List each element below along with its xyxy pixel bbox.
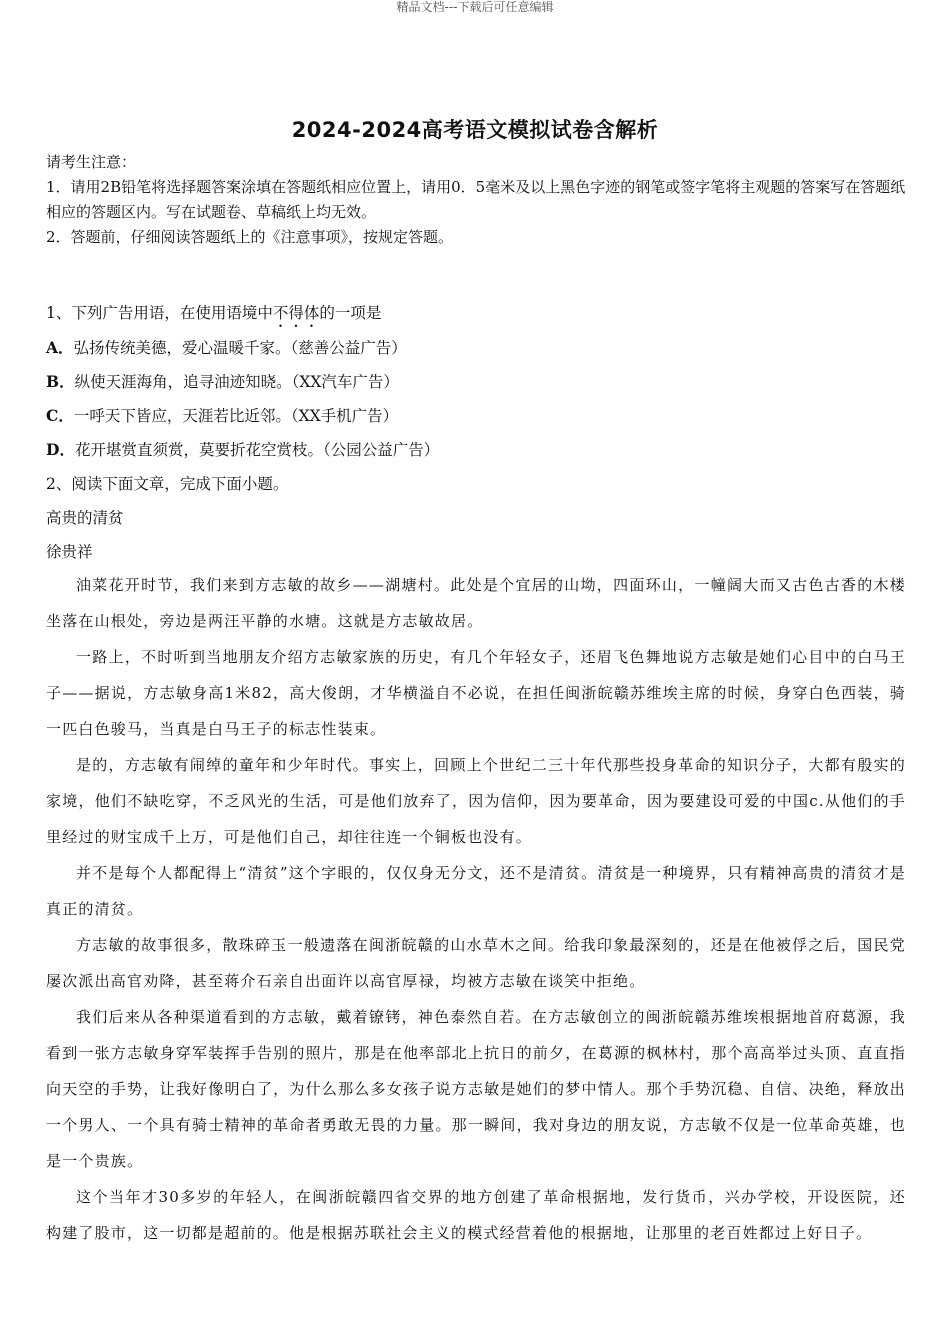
notice-heading: 请考生注意： [46,153,137,171]
stem-prefix: 1、下列广告用语，在使用语境中 [46,304,273,322]
option-letter: C． [46,406,74,425]
paragraph: 油菜花开时节，我们来到方志敏的故乡——湖塘村。此处是个宜居的山坳，四面环山，一幢阔大而又古色古香的木楼坐落在山根处，旁边是两汪平静的水塘。这就是方志敏故居。 [46,576,906,630]
paragraph: 这个当年才30多岁的年轻人，在闽浙皖赣四省交界的地方创建了革命根据地，发行货币，兴办学校，开设医院，还构建了股市，这一切都是超前的。他是根据苏联社会主义的模式经营着他的根据地，让那里的老百姓都过上好日子。 [46,1188,906,1242]
option-c [46,399,906,433]
option-text: 花开堪赏直须赏，莫要折花空赏枝。（公园公益广告） [74,441,440,459]
notice-item-1: 1．请用2B铅笔将选择题答案涂填在答题纸相应位置上，请用0．5毫米及以上黑色字迹的钢笔或签字笔将主观题的答案写在答题纸相应的答题区内。写在试题卷、草稿纸上均无效。 [46,178,906,221]
page-header: 精品文档---下载后可任意编辑 [396,0,554,14]
document-title: 2024-2024高考语文模拟试卷含解析 [291,118,659,142]
paragraph: 是的，方志敏有闹绰的童年和少年时代。事实上，回顾上个世纪二三十年代那些投身革命的知识分子，大都有殷实的家境，他们不缺吃穿，不乏风光的生活，可是他们放弃了，因为信仰，因为要革命，因为要建设可爱的中国c.从他们的手里经过的财宝成千上万，可是他们自己，却往往连一个铜板也没有。 [46,756,906,846]
option-letter: D． [46,440,75,459]
article-title: 高贵的清贫 [46,509,124,527]
option-a [46,331,906,365]
paragraph: 一路上，不时听到当地朋友介绍方志敏家族的历史，有几个年轻女子，还眉飞色舞地说方志敏是她们心目中的白马王子——据说，方志敏身高1米82，高大俊朗，才华横溢自不必说，在担任闽浙皖赣苏维埃主席的时候，身穿白色西装，骑一匹白色骏马，当真是白马王子的标志性装束。 [46,648,906,738]
option-letter: B． [46,372,75,391]
option-text: 一呼天下皆应，天涯若比近邻。（XX手机广告） [73,407,399,425]
option-text: 纵使天涯海角，追寻油迹知晓。（XX汽车广告） [74,373,399,391]
notice-item-2: 2．答题前，仔细阅读答题纸上的《注意事项》，按规定答题。 [46,228,454,246]
question-1-stem [46,296,906,331]
notice-section [46,150,906,250]
question-1 [46,296,906,569]
paragraph: 方志敏的故事很多，散珠碎玉一般遗落在闽浙皖赣的山水草木之间。给我印象最深刻的，还是在他被俘之后，国民党屡次派出高官劝降，甚至蒋介石亲自出面许以高官厚禄，均被方志敏在谈笑中拒绝。 [46,936,906,990]
option-letter: A． [46,338,74,357]
option-text: 弘扬传统美德，爱心温暖千家。（慈善公益广告） [73,339,407,357]
option-d [46,433,906,467]
question-2-stem: 2、阅读下面文章，完成下面小题。 [46,475,289,493]
article-author: 徐贵祥 [46,543,93,561]
stem-emphasis: 不得体 [272,304,320,322]
paragraph: 并不是每个人都配得上“清贫”这个字眼的，仅仅身无分文，还不是清贫。清贫是一种境界，只有精神高贵的清贫才是真正的清贫。 [46,864,906,918]
article-body [46,567,906,1251]
stem-suffix: 的一项是 [319,304,382,322]
option-b [46,365,906,399]
paragraph: 我们后来从各种渠道看到的方志敏，戴着镣铐，神色泰然自若。在方志敏创立的闽浙皖赣苏维埃根据地首府葛源，我看到一张方志敏身穿军装挥手告别的照片，那是在他率部北上抗日的前夕，在葛源的枫林村，那个高高举过头顶、直直指向天空的手势，让我好像明白了，为什么那么多女孩子说方志敏是她们的梦中情人。那个手势沉稳、自信、决绝，释放出一个男人、一个具有骑士精神的革命者勇敢无畏的力量。那一瞬间，我对身边的朋友说，方志敏不仅是一位革命英雄，也是一个贵族。 [46,1008,906,1170]
